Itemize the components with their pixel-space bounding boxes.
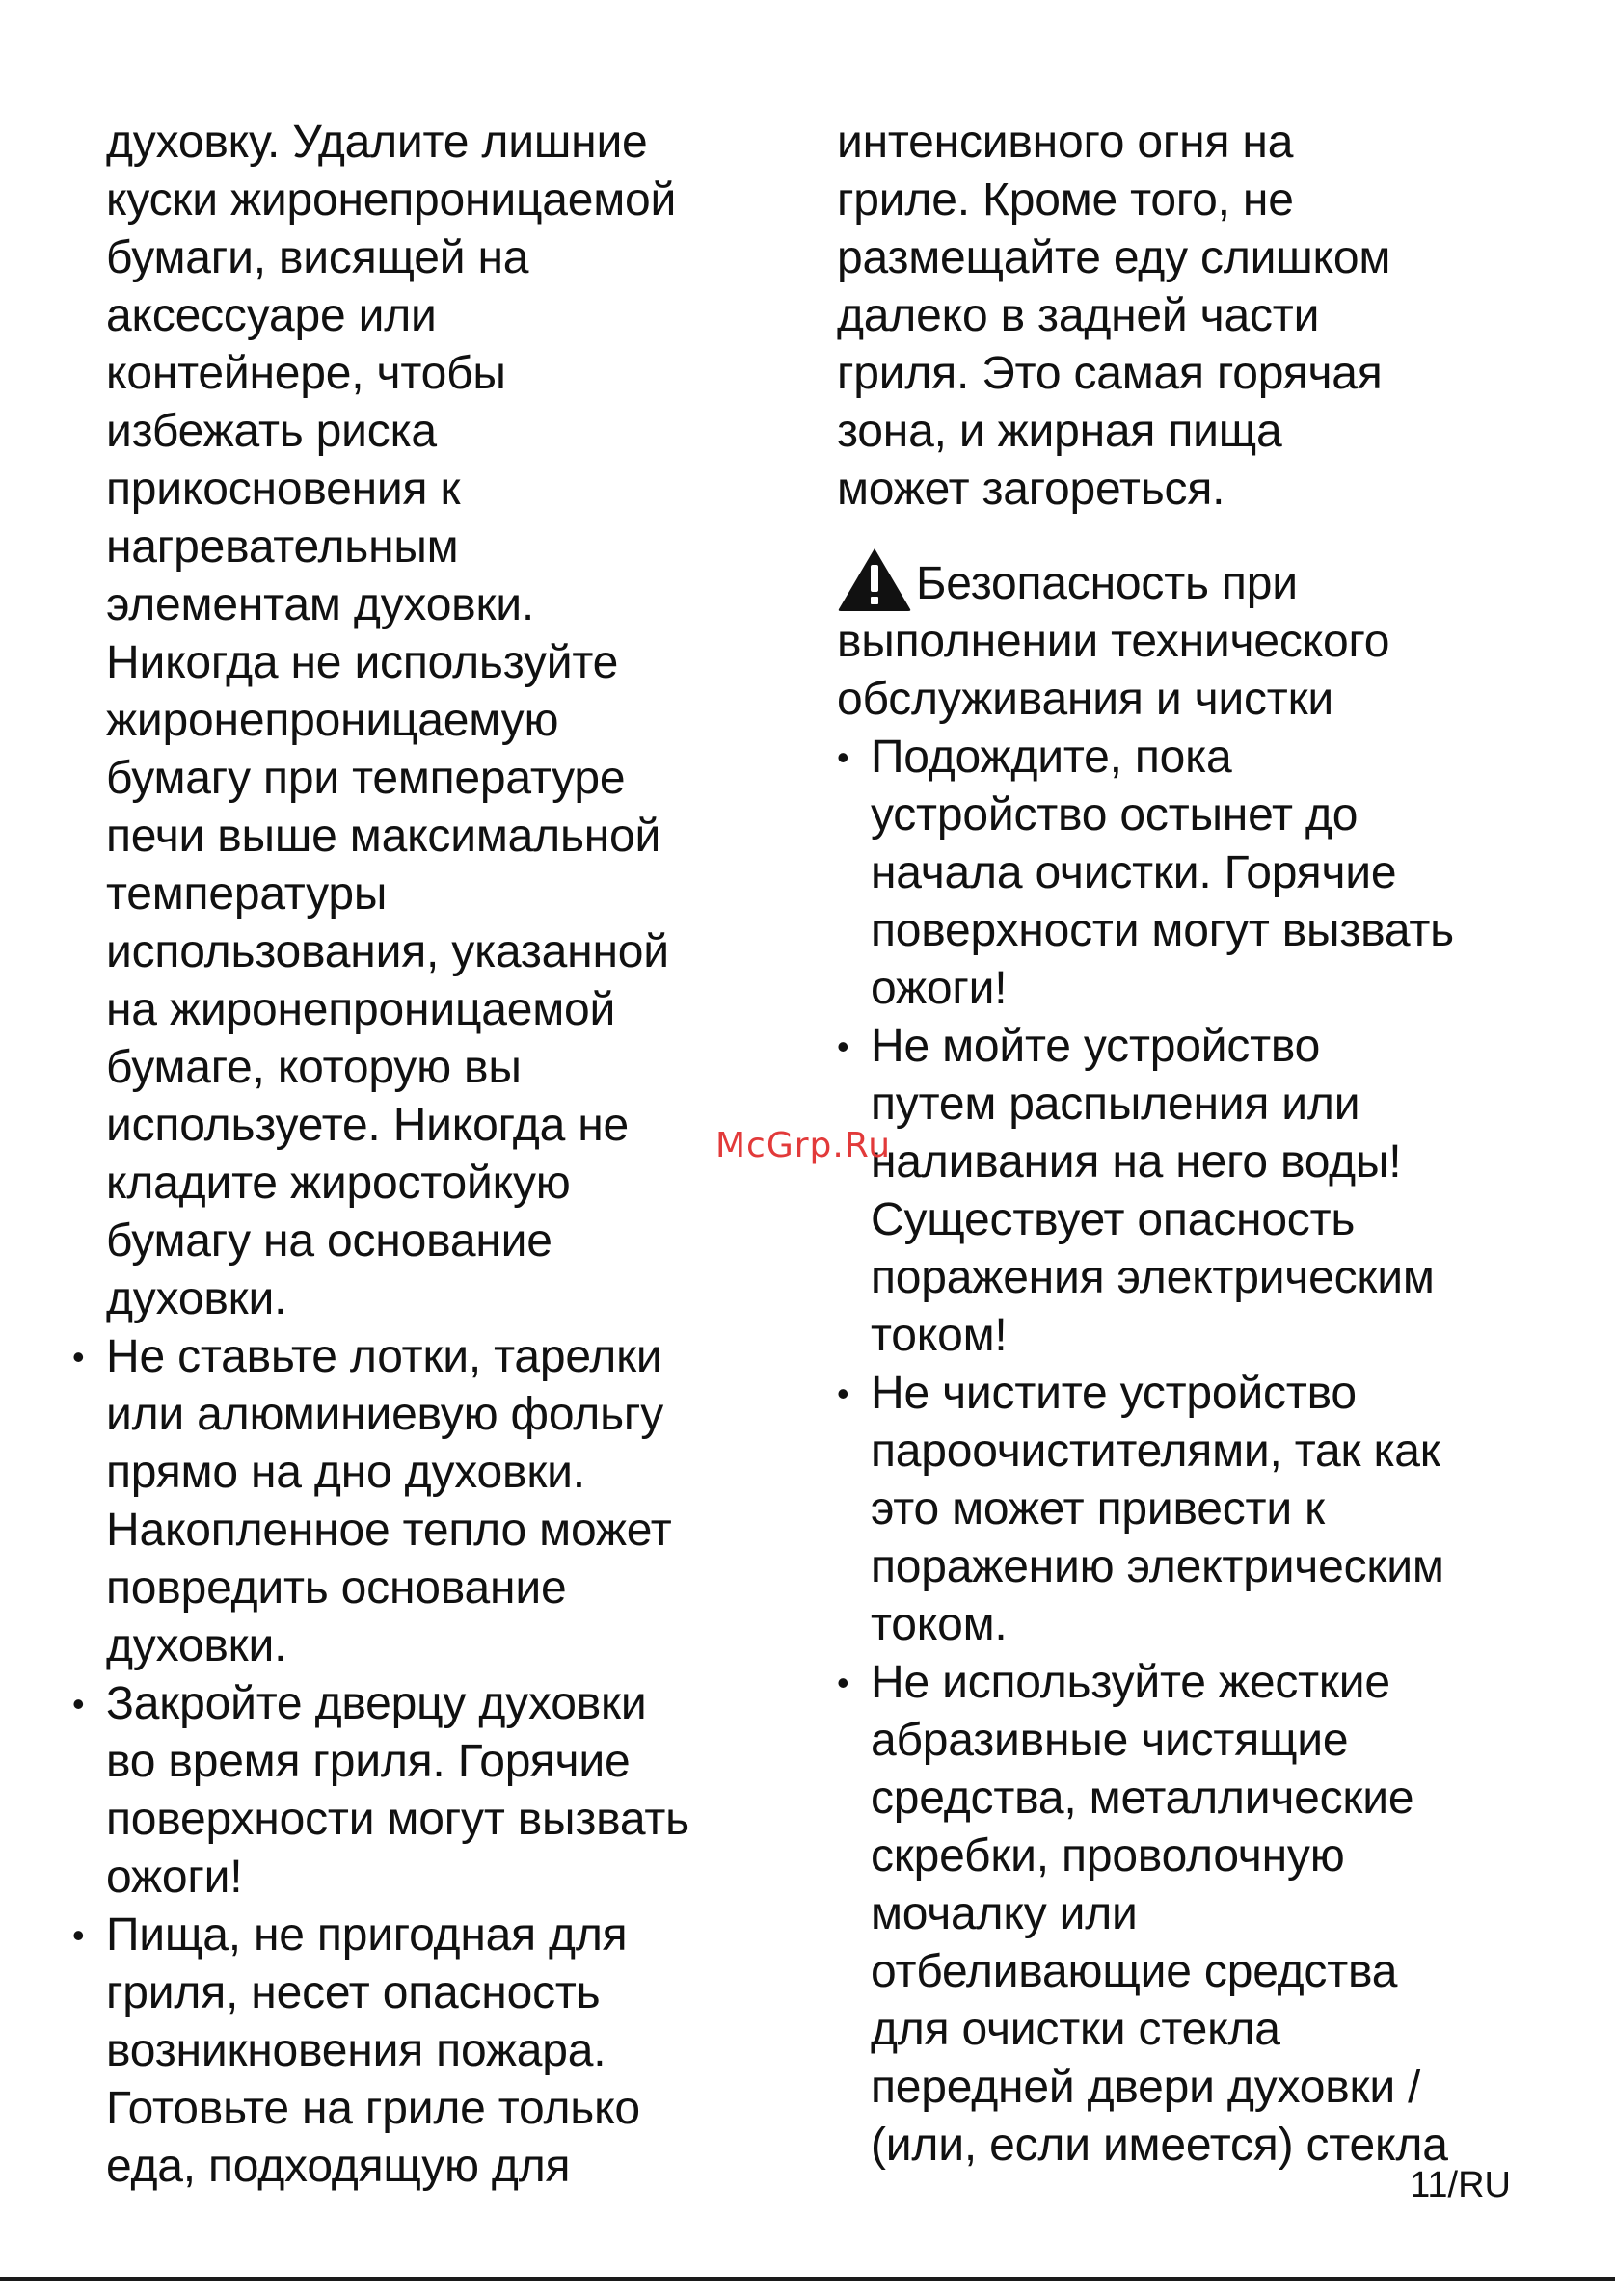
bullet-marker: • — [72, 1915, 85, 1955]
text-line: интенсивного огня на — [837, 117, 1294, 168]
text-line: гриле. Кроме того, не — [837, 174, 1294, 226]
text-line: духовку. Удалите лишние — [106, 117, 648, 168]
text-line: скребки, проволочную — [871, 1830, 1345, 1882]
text-line: использования, указанной — [106, 926, 669, 977]
bullet-item — [72, 1675, 810, 1907]
text-line: бумаги, висящей на — [106, 232, 529, 283]
text-line: Закройте дверцу духовки — [106, 1678, 647, 1729]
text-line: духовки. — [106, 1620, 287, 1671]
text-line: поверхности могут вызвать — [106, 1794, 689, 1845]
bullet-item — [837, 1365, 1531, 1654]
text-line: аксессуаре или — [106, 290, 437, 341]
heading-line: выполнении технического — [837, 616, 1390, 667]
warning-triangle-icon — [837, 546, 912, 613]
text-line: на жиронепроницаемой — [106, 984, 616, 1035]
text-line: пароочистителями, так как — [871, 1426, 1440, 1477]
text-line: передней двери духовки / — [871, 2062, 1421, 2113]
section-heading — [837, 546, 1531, 729]
left-continuation-paragraph — [106, 114, 810, 1328]
bottom-divider — [0, 2277, 1615, 2281]
text-line: Не используйте жесткие — [871, 1657, 1390, 1708]
text-line: устройство остынет до — [871, 789, 1359, 841]
text-line: контейнере, чтобы — [106, 348, 506, 399]
text-line: путем распыления или — [871, 1079, 1360, 1130]
text-line: избежать риска — [106, 406, 437, 457]
text-line: ожоги! — [871, 963, 1008, 1014]
text-line: Подождите, пока — [871, 732, 1232, 783]
text-line: куски жиронепроницаемой — [106, 174, 677, 226]
text-line: поражения электрическим — [871, 1252, 1435, 1303]
text-line: используете. Никогда не — [106, 1100, 630, 1151]
bullet-marker: • — [837, 737, 849, 777]
left-column — [72, 114, 810, 2196]
text-line: абразивные чистящие — [871, 1715, 1349, 1766]
text-line: повредить основание — [106, 1562, 567, 1614]
text-line: Не чистите устройство — [871, 1368, 1357, 1419]
text-line: гриля. Это самая горячая — [837, 348, 1383, 399]
bullet-item — [72, 1907, 810, 2196]
text-line: поражению электрическим — [871, 1541, 1444, 1592]
text-line: Готовьте на гриле только — [106, 2083, 640, 2134]
bullet-marker: • — [837, 1374, 849, 1413]
text-line: Никогда не используйте — [106, 637, 619, 688]
bullet-marker: • — [837, 1663, 849, 1702]
text-line: током. — [871, 1599, 1008, 1650]
text-line: прикосновения к — [106, 464, 461, 515]
heading-line: обслуживания и чистки — [837, 674, 1333, 725]
text-line: ожоги! — [106, 1852, 243, 1903]
text-line: элементам духовки. — [106, 579, 535, 630]
text-line: еда, подходящую для — [106, 2141, 571, 2192]
text-line: Пища, не пригодная для — [106, 1909, 628, 1961]
text-line: Не ставьте лотки, тарелки — [106, 1331, 662, 1382]
text-line: размещайте еду слишком — [837, 232, 1391, 283]
text-line: или алюминиевую фольгу — [106, 1389, 663, 1440]
text-line: нагревательным — [106, 521, 459, 573]
text-line: бумагу на основание — [106, 1215, 552, 1267]
heading-line: Безопасность при — [916, 558, 1298, 609]
text-line: током! — [871, 1310, 1008, 1361]
text-line: (или, если имеется) стекла — [871, 2120, 1448, 2171]
text-line: гриля, несет опасность — [106, 1967, 601, 2018]
text-line: Существует опасность — [871, 1194, 1356, 1245]
text-line: бумаге, которую вы — [106, 1042, 522, 1093]
text-line: поверхности могут вызвать — [871, 905, 1454, 956]
bullet-marker: • — [837, 1027, 849, 1066]
text-line: начала очистки. Горячие — [871, 847, 1397, 898]
text-line: духовки. — [106, 1273, 287, 1324]
text-line: для очистки стекла — [871, 2004, 1280, 2055]
text-line: Не мойте устройство — [871, 1021, 1321, 1072]
bullet-marker: • — [72, 1684, 85, 1723]
text-line: наливания на него воды! — [871, 1136, 1402, 1188]
right-column — [837, 114, 1531, 2175]
text-line: печи выше максимальной — [106, 811, 661, 862]
text-line: далеко в задней части — [837, 290, 1320, 341]
text-line: температуры — [106, 868, 388, 920]
text-line: это может привести к — [871, 1483, 1325, 1535]
right-continuation-paragraph — [803, 114, 1531, 519]
text-line: Накопленное тепло может — [106, 1505, 672, 1556]
text-line: прямо на дно духовки. — [106, 1447, 585, 1498]
text-line: жиронепроницаемую — [106, 695, 559, 746]
text-line: мочалку или — [871, 1888, 1138, 1939]
text-line: возникновения пожара. — [106, 2025, 606, 2076]
text-line: отбеливающие средства — [871, 1946, 1398, 1997]
text-line: может загореться. — [837, 464, 1225, 515]
watermark: McGrp.Ru — [715, 1126, 892, 1165]
bullet-item — [837, 729, 1531, 1018]
bullet-item — [72, 1328, 810, 1675]
page-number: 11/RU — [1410, 2165, 1511, 2205]
bullet-item — [837, 1654, 1531, 2175]
text-line: средства, металлические — [871, 1773, 1414, 1824]
bullet-marker: • — [72, 1337, 85, 1376]
text-line: кладите жиростойкую — [106, 1158, 571, 1209]
text-line: бумагу при температуре — [106, 753, 626, 804]
text-line: во время гриля. Горячие — [106, 1736, 631, 1787]
bullet-item — [837, 1018, 1531, 1365]
text-line: зона, и жирная пища — [837, 406, 1282, 457]
